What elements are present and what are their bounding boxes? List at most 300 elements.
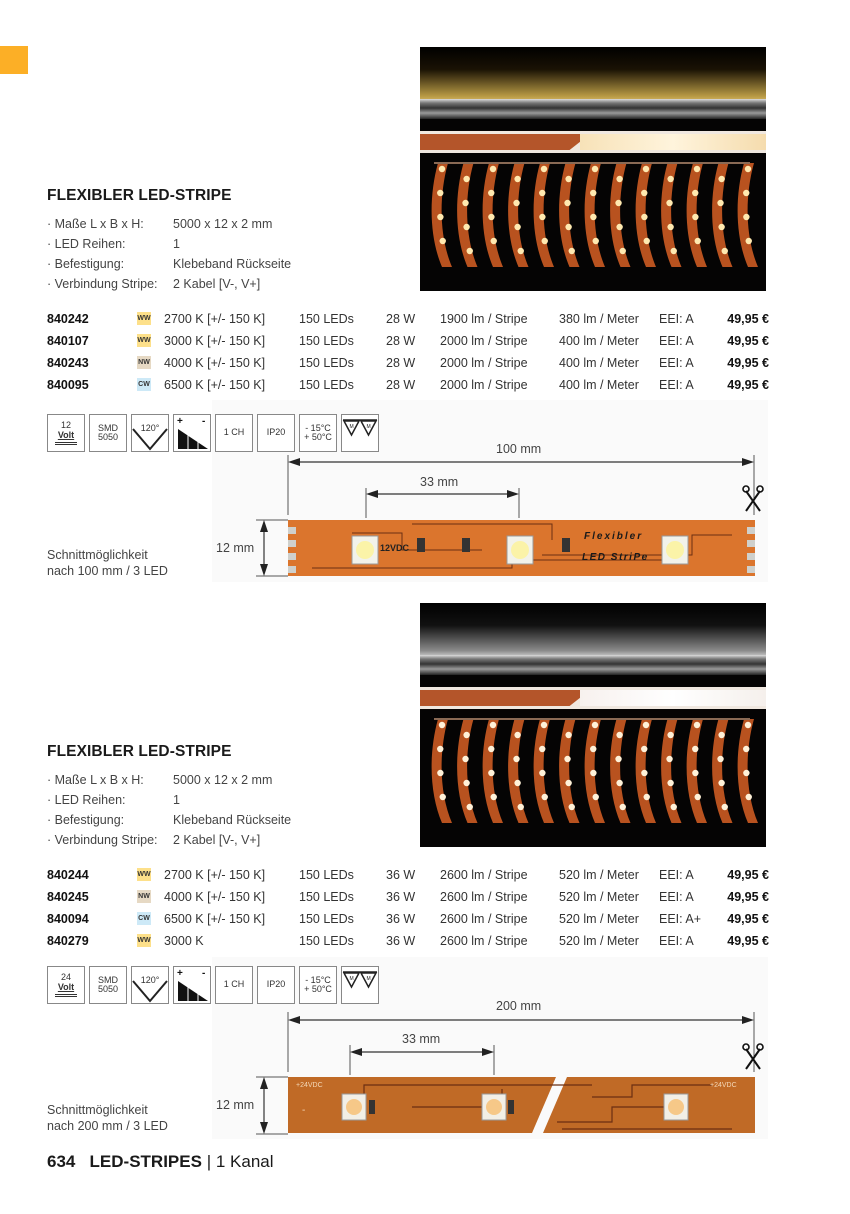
led-dot (616, 780, 622, 786)
pcb-voltage-label-right: +24VDC (710, 1082, 737, 1089)
led-dot (692, 770, 698, 776)
wattage: 36 W (386, 868, 416, 882)
product-title: FLEXIBLER LED-STRIPE (47, 743, 232, 760)
lumen-per-stripe: 2600 lm / Stripe (440, 934, 528, 948)
led-dot (569, 804, 575, 810)
led-dot (694, 166, 700, 172)
voltage-value: 12 (60, 420, 71, 431)
ip-value: IP20 (266, 427, 286, 438)
led-dot (437, 190, 443, 196)
cut-note-line: Schnittmöglichkeit (47, 1103, 148, 1117)
smd-led (507, 536, 533, 564)
price: 49,95 € (727, 378, 769, 392)
energy-class: EEI: A (659, 312, 694, 326)
led-dot (615, 756, 621, 762)
energy-class: EEI: A+ (659, 912, 702, 926)
article-table (47, 865, 769, 953)
energy-class: EEI: A (659, 378, 694, 392)
spec-value: 2 Kabel [V-, V+] (173, 277, 261, 291)
spec-row (47, 773, 291, 793)
section-tab-marker (0, 46, 28, 74)
led-dot (437, 214, 443, 220)
price: 49,95 € (727, 356, 769, 370)
led-dot (463, 780, 469, 786)
cut-note-line: nach 100 mm / 3 LED (47, 564, 168, 578)
led-dot (643, 722, 649, 728)
cut-note-line: nach 200 mm / 3 LED (47, 1119, 168, 1133)
price: 49,95 € (727, 890, 769, 904)
feature-icons (47, 966, 379, 1004)
led-dot (539, 770, 545, 776)
led-dot (488, 746, 494, 752)
dim-total-length: 100 mm (496, 442, 542, 456)
photo-aluminium-rail (420, 99, 766, 119)
arrow-left-icon (350, 1048, 362, 1056)
footer-separator: | (206, 1152, 212, 1171)
led-dot (518, 804, 524, 810)
svg-text:+: + (177, 968, 183, 979)
lumen-per-stripe: 2600 lm / Stripe (440, 912, 528, 926)
temp-min: - 15°C (305, 974, 331, 985)
led-count: 150 LEDs (299, 890, 354, 904)
led-dot (565, 224, 571, 230)
led-dot (616, 732, 622, 738)
dimmable-icon (173, 414, 211, 452)
voltage-icon (47, 966, 85, 1004)
led-dot (745, 722, 751, 728)
lumen-per-meter: 400 lm / Meter (559, 356, 639, 370)
photo-strip-segment (420, 134, 590, 150)
channel-icon (215, 414, 253, 452)
color-temperature: 6500 K [+/- 150 K] (164, 912, 266, 926)
led-dot (616, 176, 622, 182)
led-dot (667, 780, 673, 786)
led-count: 150 LEDs (299, 334, 354, 348)
temp-min: - 15°C (305, 422, 331, 433)
arrow-left-icon (288, 1016, 300, 1024)
color-temperature: 2700 K [+/- 150 K] (164, 312, 266, 326)
led-dot (694, 722, 700, 728)
led-dot (513, 756, 519, 762)
article-number: 840245 (47, 890, 89, 904)
spec-value: 5000 x 12 x 2 mm (173, 217, 273, 231)
footer-subsection: 1 Kanal (215, 1152, 274, 1171)
dim-total-length: 200 mm (496, 999, 542, 1013)
led-dot (590, 214, 596, 220)
led-dot (641, 190, 647, 196)
ip-value: IP20 (266, 979, 286, 990)
spec-label: · Befestigung: (47, 257, 173, 277)
led-dot (666, 200, 672, 206)
energy-class: EEI: A (659, 356, 694, 370)
dc-symbol-icon (55, 442, 77, 445)
photo-strip-band (420, 687, 766, 709)
lumen-per-meter: 520 lm / Meter (559, 890, 639, 904)
spec-value: 1 (173, 237, 180, 251)
pcb-voltage-label: +24VDC (296, 1082, 323, 1089)
color-temp-badge: WW (137, 934, 151, 947)
channel-icon (215, 966, 253, 1004)
energy-class: EEI: A (659, 334, 694, 348)
led-dot (490, 722, 496, 728)
article-number: 840242 (47, 312, 89, 326)
lumen-per-stripe: 2000 lm / Stripe (440, 378, 528, 392)
spec-label: · Maße L x B x H: (47, 217, 173, 237)
spec-row (47, 793, 291, 813)
photo-glow (420, 603, 766, 659)
smd-type: 5050 (97, 984, 119, 994)
furniture-mark-icon (341, 414, 379, 452)
energy-class: EEI: A (659, 868, 694, 882)
led-dot (746, 238, 752, 244)
led-dot (692, 746, 698, 752)
lumen-per-meter: 520 lm / Meter (559, 868, 639, 882)
led-dot (491, 238, 497, 244)
led-dot (541, 722, 547, 728)
led-count: 150 LEDs (299, 868, 354, 882)
led-dot (717, 200, 723, 206)
led-dot (718, 780, 724, 786)
beam-angle-value: 120° (140, 975, 160, 986)
led-dot (488, 770, 494, 776)
svg-text:M: M (349, 424, 354, 430)
led-dot (644, 238, 650, 244)
photo-lit-strip (580, 134, 766, 150)
temp-max: + 50°C (304, 432, 332, 442)
table-row (47, 375, 769, 397)
led-dot (667, 732, 673, 738)
arrow-right-icon (482, 1048, 494, 1056)
wattage: 36 W (386, 912, 416, 926)
color-temperature: 2700 K [+/- 150 K] (164, 868, 266, 882)
article-number: 840243 (47, 356, 89, 370)
led-dot (641, 746, 647, 752)
led-dot (666, 756, 672, 762)
led-dot (743, 190, 749, 196)
photo-lit-strip (580, 690, 766, 706)
led-dot (641, 214, 647, 220)
page-footer (47, 1152, 274, 1172)
temperature-range-icon (299, 414, 337, 452)
ip-rating-icon (257, 966, 295, 1004)
led-dot (620, 804, 626, 810)
beam-angle-value: 120° (140, 423, 160, 434)
led-dot (692, 190, 698, 196)
svg-text:+: + (177, 416, 183, 427)
cut-note (47, 547, 168, 579)
table-row (47, 353, 769, 375)
smd-led (352, 536, 378, 564)
spec-value: 5000 x 12 x 2 mm (173, 773, 273, 787)
led-dot (667, 224, 673, 230)
cut-note-line: Schnittmöglichkeit (47, 548, 148, 562)
spec-list (47, 773, 291, 853)
lumen-per-meter: 400 lm / Meter (559, 334, 639, 348)
led-dot (467, 248, 473, 254)
cut-note (47, 1102, 168, 1134)
photo-aluminium-rail (420, 655, 766, 675)
spec-label: · Befestigung: (47, 813, 173, 833)
spec-value: Klebeband Rückseite (173, 813, 292, 827)
led-dot (643, 166, 649, 172)
led-dot (539, 746, 545, 752)
wattage: 36 W (386, 934, 416, 948)
led-dot (722, 248, 728, 254)
led-dot (437, 746, 443, 752)
spec-row (47, 217, 291, 237)
led-dot (564, 200, 570, 206)
svg-text:-: - (202, 968, 206, 979)
table-row (47, 887, 769, 909)
furniture-mark-icon (341, 966, 379, 1004)
led-dot (718, 224, 724, 230)
spec-label: · Maße L x B x H: (47, 773, 173, 793)
led-dot (491, 794, 497, 800)
footer-section: LED-STRIPES (89, 1152, 202, 1171)
led-dot (641, 770, 647, 776)
smd-label: SMD (98, 974, 118, 985)
led-dot (488, 190, 494, 196)
led-dot (746, 794, 752, 800)
led-dot (745, 166, 751, 172)
color-temp-badge: WW (137, 868, 151, 881)
led-dot (542, 794, 548, 800)
table-row (47, 865, 769, 887)
wattage: 36 W (386, 890, 416, 904)
lumen-per-meter: 520 lm / Meter (559, 912, 639, 926)
led-count: 150 LEDs (299, 934, 354, 948)
led-dot (695, 238, 701, 244)
table-row (47, 309, 769, 331)
article-number: 840095 (47, 378, 89, 392)
color-temp-badge: NW (137, 890, 151, 903)
color-temperature: 6500 K [+/- 150 K] (164, 378, 266, 392)
led-dot (439, 722, 445, 728)
svg-text:M: M (349, 976, 354, 982)
spec-row (47, 237, 291, 257)
color-temp-badge: WW (137, 312, 151, 325)
temperature-range-icon (299, 966, 337, 1004)
led-dot (590, 190, 596, 196)
led-dot (644, 794, 650, 800)
smd-led (342, 1094, 366, 1120)
color-temperature: 3000 K (164, 934, 204, 948)
spec-row (47, 257, 291, 277)
led-dot (467, 804, 473, 810)
article-number: 840094 (47, 912, 89, 926)
wattage: 28 W (386, 378, 416, 392)
color-temperature: 3000 K [+/- 150 K] (164, 334, 266, 348)
led-dot (488, 214, 494, 220)
wattage: 28 W (386, 334, 416, 348)
beam-angle-icon (131, 414, 169, 452)
article-table (47, 309, 769, 397)
led-dot (569, 248, 575, 254)
spec-value: 1 (173, 793, 180, 807)
price: 49,95 € (727, 934, 769, 948)
lumen-per-meter: 380 lm / Meter (559, 312, 639, 326)
pcb-minus-label: - (302, 1105, 306, 1116)
spec-label: · Verbindung Stripe: (47, 277, 173, 297)
led-dot (565, 780, 571, 786)
color-temp-badge: WW (137, 334, 151, 347)
dim-width: 12 mm (216, 541, 255, 555)
wattage: 28 W (386, 312, 416, 326)
smd-type-icon (89, 966, 127, 1004)
svg-text:-: - (202, 416, 206, 427)
led-dot (590, 770, 596, 776)
arrow-left-icon (366, 490, 378, 498)
color-temp-badge: CW (137, 912, 151, 925)
temp-max: + 50°C (304, 984, 332, 994)
led-count: 150 LEDs (299, 912, 354, 926)
led-dot (539, 190, 545, 196)
photo-strip-band (420, 131, 766, 153)
dimmable-icon (173, 966, 211, 1004)
led-dot (437, 770, 443, 776)
led-dot (490, 166, 496, 172)
page-number: 634 (47, 1152, 76, 1171)
product-photo-cool (420, 603, 766, 847)
led-dot (439, 166, 445, 172)
led-dot (463, 176, 469, 182)
dim-led-pitch: 33 mm (402, 1032, 441, 1046)
led-dot (514, 780, 520, 786)
dim-led-pitch: 33 mm (420, 475, 459, 489)
price: 49,95 € (727, 312, 769, 326)
smd-type: 5050 (97, 432, 119, 442)
photo-coiled-strip (420, 715, 766, 835)
table-row (47, 931, 769, 953)
led-dot (620, 248, 626, 254)
lumen-per-meter: 520 lm / Meter (559, 934, 639, 948)
arrow-right-icon (742, 458, 754, 466)
voltage-icon (47, 414, 85, 452)
led-dot (722, 804, 728, 810)
scissors-icon (743, 486, 763, 511)
product-title: FLEXIBLER LED-STRIPE (47, 187, 232, 204)
led-dot (692, 214, 698, 220)
led-dot (565, 176, 571, 182)
led-count: 150 LEDs (299, 312, 354, 326)
led-dot (542, 238, 548, 244)
beam-angle-icon (131, 966, 169, 1004)
led-dot (695, 794, 701, 800)
led-dot (463, 732, 469, 738)
photo-glow (420, 47, 766, 103)
voltage-unit: Volt (57, 981, 75, 992)
led-dot (565, 732, 571, 738)
smd-type-icon (89, 414, 127, 452)
product-photo-warm (420, 47, 766, 291)
led-dot (462, 200, 468, 206)
arrow-right-icon (507, 490, 519, 498)
smd-led (664, 1094, 688, 1120)
spec-label: · LED Reihen: (47, 237, 173, 257)
led-dot (593, 794, 599, 800)
voltage-unit: Volt (57, 429, 75, 440)
ip-rating-icon (257, 414, 295, 452)
lumen-per-stripe: 2000 lm / Stripe (440, 356, 528, 370)
energy-class: EEI: A (659, 890, 694, 904)
photo-strip-segment (420, 690, 590, 706)
led-dot (463, 224, 469, 230)
spec-value: Klebeband Rückseite (173, 257, 292, 271)
pcb-text-1: Flexibler (584, 531, 644, 542)
led-dot (593, 238, 599, 244)
led-count: 150 LEDs (299, 378, 354, 392)
smd-label: SMD (98, 422, 118, 433)
led-dot (743, 770, 749, 776)
led-dot (462, 756, 468, 762)
led-dot (564, 756, 570, 762)
svg-text:M: M (366, 424, 371, 430)
voltage-value: 24 (60, 972, 71, 983)
channel-value: 1 CH (223, 427, 245, 438)
dc-symbol-icon (55, 994, 77, 997)
color-temp-badge: NW (137, 356, 151, 369)
lumen-per-stripe: 1900 lm / Stripe (440, 312, 528, 326)
spec-label: · Verbindung Stripe: (47, 833, 173, 853)
led-dot (514, 732, 520, 738)
price: 49,95 € (727, 912, 769, 926)
lumen-per-meter: 400 lm / Meter (559, 378, 639, 392)
spec-row (47, 813, 291, 833)
wattage: 28 W (386, 356, 416, 370)
article-number: 840279 (47, 934, 89, 948)
price: 49,95 € (727, 868, 769, 882)
led-dot (743, 214, 749, 220)
led-dot (518, 248, 524, 254)
table-row (47, 331, 769, 353)
article-number: 840107 (47, 334, 89, 348)
channel-value: 1 CH (223, 979, 245, 990)
spec-value: 2 Kabel [V-, V+] (173, 833, 261, 847)
color-temperature: 4000 K [+/- 150 K] (164, 890, 266, 904)
led-dot (717, 756, 723, 762)
smd-led (662, 536, 688, 564)
price: 49,95 € (727, 334, 769, 348)
lumen-per-stripe: 2600 lm / Stripe (440, 890, 528, 904)
photo-coiled-strip (420, 159, 766, 279)
led-dot (440, 238, 446, 244)
feature-icons (47, 414, 379, 452)
led-count: 150 LEDs (299, 356, 354, 370)
energy-class: EEI: A (659, 934, 694, 948)
scissors-icon (743, 1044, 763, 1069)
spec-row (47, 277, 291, 297)
led-dot (539, 214, 545, 220)
table-row (47, 909, 769, 931)
lumen-per-stripe: 2000 lm / Stripe (440, 334, 528, 348)
led-dot (616, 224, 622, 230)
color-temperature: 4000 K [+/- 150 K] (164, 356, 266, 370)
led-dot (592, 722, 598, 728)
led-dot (514, 176, 520, 182)
svg-text:M: M (366, 976, 371, 982)
arrow-right-icon (742, 1016, 754, 1024)
led-dot (592, 166, 598, 172)
led-dot (590, 746, 596, 752)
led-dot (671, 248, 677, 254)
led-dot (671, 804, 677, 810)
led-dot (514, 224, 520, 230)
spec-row (47, 833, 291, 853)
arrow-left-icon (288, 458, 300, 466)
article-number: 840244 (47, 868, 89, 882)
led-dot (440, 794, 446, 800)
smd-led (482, 1094, 506, 1120)
